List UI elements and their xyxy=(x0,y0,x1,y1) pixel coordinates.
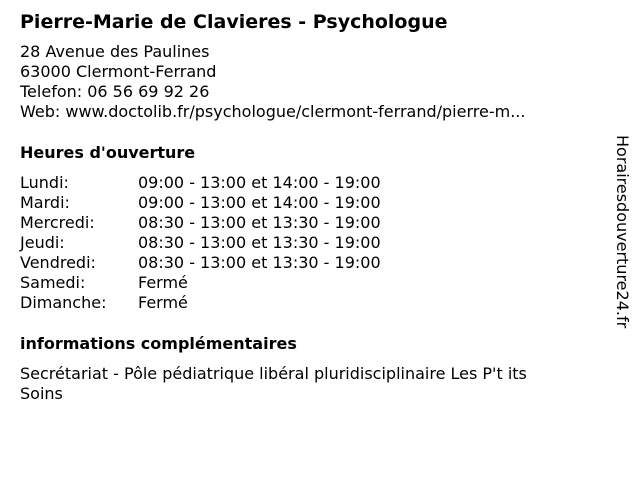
street-address: 28 Avenue des Paulines xyxy=(20,42,210,61)
hours-day: Mardi: xyxy=(20,193,70,212)
phone-number: Telefon: 06 56 69 92 26 xyxy=(20,82,210,101)
info-text: Secrétariat - Pôle pédiatrique libéral pluridisciplinaire Les P't its Soins xyxy=(20,364,527,403)
hours-time: 09:00 - 13:00 et 14:00 - 19:00 xyxy=(138,173,381,192)
hours-day: Mercredi: xyxy=(20,213,95,232)
hours-row-saturday xyxy=(20,273,600,293)
hours-row-thursday xyxy=(20,233,600,253)
hours-heading: Heures d'ouverture xyxy=(20,143,196,162)
hours-time: 09:00 - 13:00 et 14:00 - 19:00 xyxy=(138,193,381,212)
hours-row-friday xyxy=(20,253,600,273)
hours-day: Lundi: xyxy=(20,173,69,192)
hours-day: Vendredi: xyxy=(20,253,96,272)
brand-text: Horairesdouverture24.fr xyxy=(613,135,632,329)
hours-row-wednesday xyxy=(20,213,600,233)
business-card xyxy=(20,10,600,404)
hours-day: Samedi: xyxy=(20,273,86,292)
hours-time: Fermé xyxy=(138,273,188,292)
hours-row-tuesday xyxy=(20,193,600,213)
hours-time: 08:30 - 13:00 et 13:30 - 19:00 xyxy=(138,233,381,252)
brand-watermark xyxy=(612,135,634,345)
hours-time: 08:30 - 13:00 et 13:30 - 19:00 xyxy=(138,213,381,232)
hours-time: 08:30 - 13:00 et 13:30 - 19:00 xyxy=(138,253,381,272)
page-title: Pierre-Marie de Clavieres - Psychologue xyxy=(20,11,448,33)
address-block xyxy=(20,42,600,122)
hours-day: Dimanche: xyxy=(20,293,107,312)
hours-time: Fermé xyxy=(138,293,188,312)
city-address: 63000 Clermont-Ferrand xyxy=(20,62,217,81)
hours-row-monday xyxy=(20,173,600,193)
hours-day: Jeudi: xyxy=(20,233,65,252)
info-heading: informations complémentaires xyxy=(20,334,297,353)
hours-table xyxy=(20,173,600,313)
hours-row-sunday xyxy=(20,293,600,313)
website-link[interactable]: Web: www.doctolib.fr/psychologue/clermont-ferrand/pierre-m... xyxy=(20,102,526,121)
